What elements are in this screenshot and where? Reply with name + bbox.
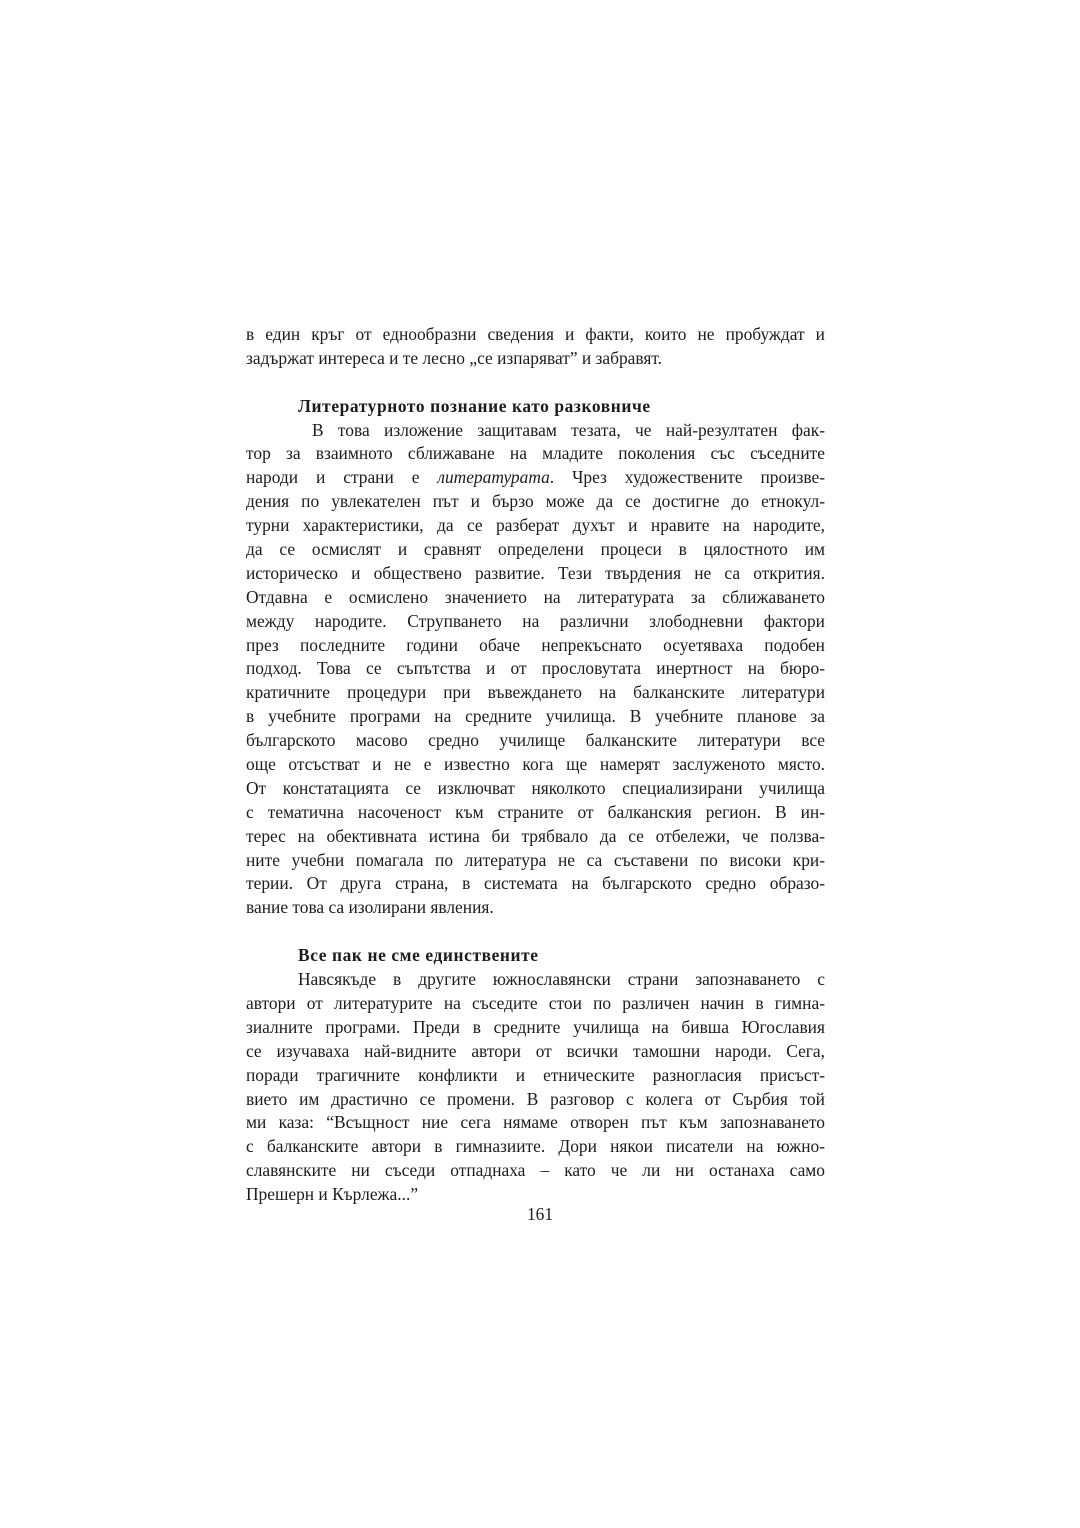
- section-2-line-2: автори от литературите на съседите стои по различен начин в гимна-: [246, 992, 825, 1013]
- section-1-line-20: терии. От друга страна, в системата на българското средно образо-: [246, 873, 825, 894]
- intro-line-2: задържат интереса и те лесно „се изпаряват” и забравят.: [246, 347, 663, 368]
- section-1-line-5: турни характеристики, да се разберат духът и нравите на народите,: [246, 515, 825, 536]
- section-2-line-10: Прешерн и Кърлежа...”: [246, 1184, 419, 1205]
- page-number: 161: [526, 1204, 554, 1224]
- section-1-line-6: да се осмислят и сравнят определени процеси в цялостното им: [246, 539, 825, 560]
- section-1-line-21: вание това са изолирани явления.: [246, 897, 494, 918]
- section-1-line-19: ните учебни помагала по литература не са съставени по високи кри-: [246, 849, 825, 870]
- section-1-line-15: още отсъстват и не е известно кога ще намерят заслуженото място.: [246, 754, 825, 775]
- section-1-line-1: В това изложение защитавам тезата, че най-резултатен фак-: [312, 419, 825, 440]
- section-1-line-3-start: народи и страни е: [246, 467, 438, 488]
- section-1-line-2: тор за взаимното сближаване на младите поколения със съседните: [246, 443, 825, 464]
- section-2-heading: Все пак не сме единствените: [298, 945, 539, 966]
- emphasis-literature: литературата: [437, 467, 550, 488]
- page-body: [246, 323, 825, 1207]
- section-1-line-9: между народите. Струпването на различни злободневни фактори: [246, 610, 825, 631]
- section-1-line-8: Отдавна е осмислено значението на литературата за сближаването: [246, 586, 825, 607]
- section-2-line-6: вието им драстично се промени. В разговор с колега от Сърбия той: [246, 1088, 825, 1109]
- section-1-line-18: терес на обективната истина би трябвало да се отбележи, че ползва-: [246, 825, 825, 846]
- section-2-line-5: поради трагичните конфликти и етническите разногласия присъст-: [246, 1064, 825, 1085]
- section-2-line-7: ми каза: “Всъщност ние сега нямаме отворен път към запознаването: [246, 1112, 825, 1133]
- intro-line-1: в един кръг от еднообразни сведения и факти, които не пробуждат и: [246, 324, 825, 344]
- section-1-line-4: дения по увлекателен път и бързо може да се достигне до етнокул-: [246, 491, 825, 512]
- section-1-line-17: с тематична насоченост към страните от балканския регион. В ин-: [246, 801, 825, 822]
- section-1-heading: Литературното познание като разковниче: [298, 395, 651, 416]
- section-2-line-1: Навсякъде в другите южнославянски страни запознаването с: [298, 969, 825, 990]
- section-1-line-7: историческо и обществено развитие. Тези твърдения не са открития.: [246, 562, 825, 583]
- section-1-line-3-end: . Чрез художествените произве-: [549, 467, 825, 488]
- section-2-line-8: с балканските автори в гимназиите. Дори някои писатели на южно-: [246, 1136, 825, 1157]
- section-2-line-9: славянските ни съседи отпаднаха – като че ли ни останаха само: [246, 1160, 825, 1181]
- section-1-line-14: българското масово средно училище балканските литератури все: [246, 730, 825, 751]
- section-2-line-4: се изучаваха най-видните автори от всички тамошни народи. Сега,: [246, 1040, 825, 1061]
- section-1-line-12: кратичните процедури при въвеждането на балканските литератури: [246, 682, 825, 703]
- section-1-line-11: подход. Това се съпътства и от прословутата инертност на бюро-: [246, 658, 825, 679]
- section-1-line-10: през последните години обаче непрекъснато осуетяваха подобен: [246, 634, 825, 655]
- section-1-line-16: От констатацията се изключват няколкото специализирани училища: [246, 777, 825, 798]
- section-1-line-13: в учебните програми на средните училища. В учебните планове за: [246, 706, 825, 727]
- paragraph-gap: [246, 371, 825, 395]
- section-1-line-3: [246, 466, 825, 490]
- section-2-line-3: зиалните програми. Преди в средните училища на бивша Югославия: [246, 1016, 825, 1037]
- paragraph-gap: [246, 920, 825, 944]
